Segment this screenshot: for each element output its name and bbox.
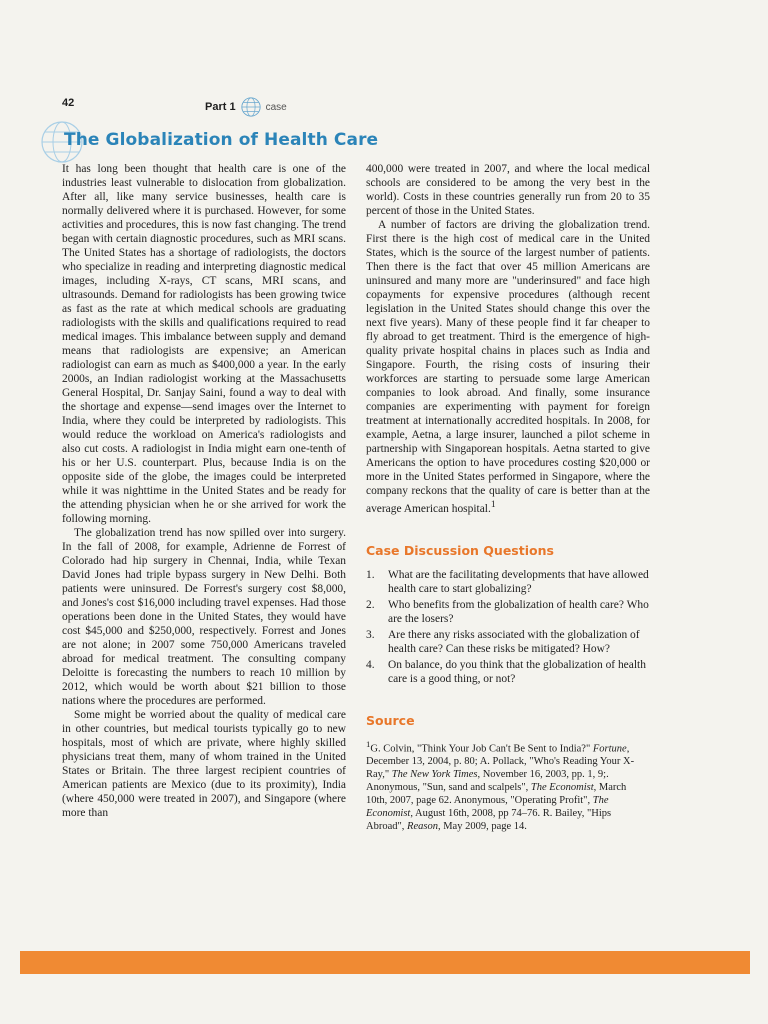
left-column — [62, 162, 346, 820]
title-block — [38, 118, 378, 166]
list-item — [366, 568, 650, 596]
footnote-marker: 1 — [490, 499, 496, 510]
part-label — [205, 96, 287, 118]
source-text: The New York Times — [391, 769, 478, 781]
source-text: Fortune — [592, 743, 627, 755]
question-number: 2. — [366, 598, 375, 611]
question-number: 1. — [366, 568, 375, 581]
source-heading: Source — [366, 712, 415, 728]
globe-icon — [240, 96, 262, 118]
question-text: Who benefits from the globalization of health care? Who are the losers? — [388, 598, 649, 625]
source-text: , November 16, 2003, pp. 1, 9;. Anonymous, "Sun, sand and scalpels", — [366, 769, 609, 794]
list-item — [366, 628, 650, 656]
page-number: 42 — [62, 97, 75, 109]
source-citation — [366, 738, 650, 834]
source-text: The Economist — [366, 795, 609, 820]
question-text: What are the facilitating developments that have allowed health care to start globalizing? — [388, 568, 649, 595]
page-title: The Globalization of Health Care — [64, 130, 379, 150]
questions-list — [366, 568, 650, 686]
footer-bar — [20, 951, 750, 974]
right-column — [366, 162, 650, 833]
paragraph: 400,000 were treated in 2007, and where the local medical schools are considered to be among the very best in the world). Costs in these countries generally run from 20 to 35 percent of those in the United States. — [366, 163, 650, 217]
question-number: 4. — [366, 658, 375, 671]
list-item — [366, 598, 650, 626]
source-text: 1 — [366, 738, 371, 749]
question-number: 3. — [366, 628, 375, 641]
question-text: On balance, do you think that the globalization of health care is a good thing, or not? — [388, 658, 646, 685]
paragraph-text: A number of factors are driving the globalization trend. First there is the high cost of medical care in the United States, which is the source of the largest number of patients. Then there is the fact that over 45 million Americans are uninsured and many more are "underinsured" and face high copayments for expensive procedures (although recent legislation in the United States should change this over the next five years). Many of these people find it far cheaper to fly abroad to get treatment. Third is the emergence of high-quality private hospital chains in places such as India and Singapore. Fourth, the rising costs of insuring their workforces are starting to persuade some large American companies to look abroad. And finally, some insurance companies are experimenting with payment for foreign treatment at internationally accredited hospitals. In 2008, for example, Aetna, a large insurer, launched a pilot scheme in partnership with Singaporean hospitals. Aetna started to give Americans the option to have procedures costing $20,000 or more in the United States performed in Singapore, where the company reckons that the quality of care is better than at the average American hospital. — [366, 219, 650, 515]
source-text: , August 16th, 2008, pp 74–76. R. Bailey, "Hips Abroad", — [366, 808, 612, 833]
source-text: Reason — [407, 821, 438, 833]
paragraph: The globalization trend has now spilled over into surgery. In the fall of 2008, for example, Adrienne de Forrest of Colorado had hip surgery in Chennai, India, while Texan David Jones had triple bypass surgery in New Delhi. Both patients were uninsured. De Forrest's surgery cost $8,000, and Jones's cost $16,000 including travel expenses. Had those operations been done in the United States, they would have cost $45,000 and $250,000, respectively. Forrest and Jones are not alone; in 2007 some 750,000 Americans traveled abroad for medical treatment. The consulting company Deloitte is forecasting the numbers to reach 10 million by 2012, which would be worth about $21 billion to those nations where the procedures are performed. — [62, 527, 346, 707]
paragraph: Some might be worried about the quality of medical care in other countries, but medical tourists typically go to new hospitals, most of which are private, where highly skilled physicians treat them, many of whom trained in the United States or Britain. The three largest recipient countries of American patients are Mexico (due to its proximity), India (where 450,000 were treated in 2007), and Singapore (where more than — [62, 709, 346, 819]
source-text: , March 10th, 2007, page 62. Anonymous, "Operating Profit", — [366, 782, 627, 807]
paragraph — [366, 218, 650, 516]
paragraph: It has long been thought that health care is one of the industries least vulnerable to dislocation from globalization. After all, like many service businesses, health care is normally delivered where it is purchased. However, for some activities and procedures, this is now fast changing. The trend began with certain diagnostic procedures, such as MRI scans. The United States has a shortage of radiologists, the doctors who specialize in reading and interpreting diagnostic medical images, including X-rays, CT scans, MRI scans, and ultrasounds. Demand for radiologists has been growing twice as fast as the rate at which medical schools are graduating radiologists with the skills and qualifications required to read medical images. This imbalance between supply and demand means that radiologists are expensive; an American radiologist can earn as much as $400,000 a year. In the early 2000s, an Indian radiologist working at the Massachusetts General Hospital, Dr. Sanjay Saini, found a way to deal with the shortage and expense—send images over the Internet to India, where they could be interpreted by radiologists. This would reduce the workload on America's radiologists and also cut costs. A radiologist in India might earn one-tenth of his or her U.S. counterpart. Plus, because India is on the opposite side of the globe, the images could be interpreted while it was nighttime in the United States and be ready for the attending physician when he or she arrived for work the following morning. — [62, 163, 346, 525]
question-text: Are there any risks associated with the globalization of health care? Can these risks be mitigated? How? — [388, 628, 640, 655]
part-text: Part 1 — [205, 101, 236, 113]
source-text: G. Colvin, "Think Your Job Can't Be Sent to India?" — [370, 743, 593, 755]
source-text: The Economist — [530, 782, 594, 794]
section-label: case — [265, 101, 287, 113]
questions-heading: Case Discussion Questions — [366, 542, 554, 558]
list-item — [366, 658, 650, 686]
source-text: , May 2009, page 14. — [437, 821, 527, 833]
source-text: , December 13, 2004, p. 80; A. Pollack, "Who's Reading Your X-Ray," — [366, 743, 635, 781]
